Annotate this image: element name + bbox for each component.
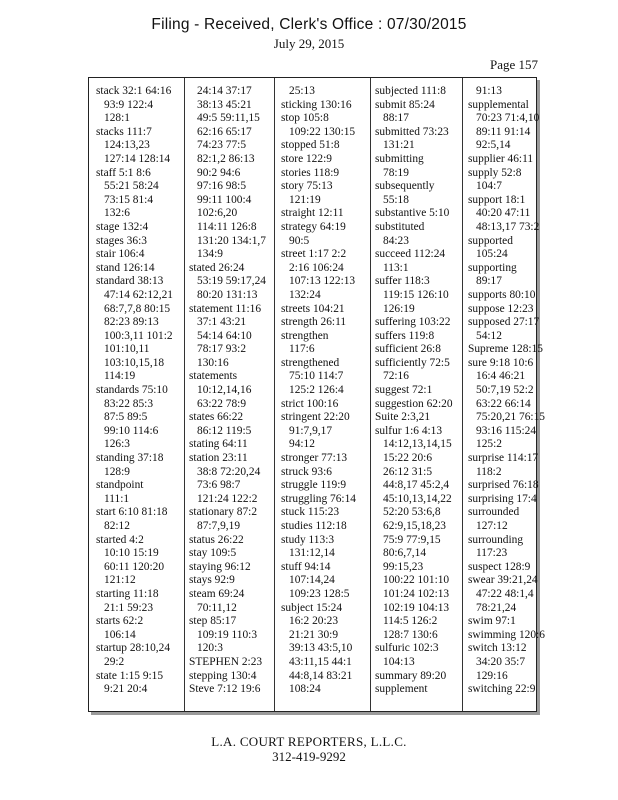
index-entry: swear 39:21,24 xyxy=(468,574,538,587)
index-entry-continuation: 104:7 xyxy=(476,180,502,193)
index-entry: stronger 77:13 xyxy=(281,452,348,465)
index-entry: suffers 119:8 xyxy=(375,329,435,342)
index-entry-continuation: 55:18 xyxy=(383,193,409,206)
index-entry: stories 118:9 xyxy=(281,166,340,179)
index-entry: stepping 130:4 xyxy=(189,669,257,682)
index-entry-continuation: 126:3 xyxy=(104,438,130,451)
index-entry: submitting xyxy=(375,152,424,165)
index-entry: subject 15:24 xyxy=(281,601,343,614)
index-entry-continuation: 75:20,21 76:15 xyxy=(476,411,545,424)
index-entry: sure 9:18 10:6 xyxy=(468,356,534,369)
index-entry-continuation: 100:22 101:10 xyxy=(383,574,450,587)
index-entry-continuation: 10:12,14,16 xyxy=(197,384,252,397)
index-entry: stacks 111:7 xyxy=(96,125,152,138)
index-entry-continuation: 90:2 94:6 xyxy=(197,166,241,179)
index-entry-continuation: 2:16 106:24 xyxy=(289,261,344,274)
index-entry-continuation: 93:16 115:24 xyxy=(476,424,537,437)
index-entry: stationary 87:2 xyxy=(189,506,258,519)
index-entry: stopped 51:8 xyxy=(281,139,340,152)
index-entry: struggle 119:9 xyxy=(281,479,347,492)
index-entry-continuation: 99:15,23 xyxy=(383,560,424,573)
index-entry-continuation: 78:17 93:2 xyxy=(197,343,247,356)
index-entry-continuation: 102:6,20 xyxy=(197,207,238,220)
index-entry-continuation: 70:11,12 xyxy=(197,601,237,614)
index-entry-continuation: 88:17 xyxy=(383,112,409,125)
index-entry: supplement xyxy=(375,683,428,696)
index-entry: submitted 73:23 xyxy=(375,125,449,138)
index-column-4 xyxy=(375,85,459,697)
index-entry: switch 13:12 xyxy=(468,642,527,655)
index-entry: switching 22:9 xyxy=(468,683,536,696)
column-divider xyxy=(370,78,371,711)
index-entry: stringent 22:20 xyxy=(281,411,350,424)
index-entry-continuation: 44:8,17 45:2,4 xyxy=(383,479,450,492)
index-entry: strengthened xyxy=(281,356,340,369)
index-entry: state 1:15 9:15 xyxy=(96,669,164,682)
index-entry-continuation: 101:10,11 xyxy=(104,343,150,356)
index-entry-continuation: 83:22 85:3 xyxy=(104,397,154,410)
index-entry-continuation: 120:3 xyxy=(197,642,223,655)
column-divider xyxy=(184,78,185,711)
index-entry-continuation: 89:17 xyxy=(476,275,502,288)
index-entry-continuation: 47:22 48:1,4 xyxy=(476,587,534,600)
index-entry: step 85:17 xyxy=(189,615,237,628)
index-entry: staff 5:1 8:6 xyxy=(96,166,151,179)
index-entry: surprised 76:18 xyxy=(468,479,539,492)
index-entry-continuation: 80:20 131:13 xyxy=(197,288,258,301)
index-entry: suspect 128:9 xyxy=(468,560,531,573)
index-entry: swim 97:1 xyxy=(468,615,516,628)
index-entry: strengthen xyxy=(281,329,329,342)
index-entry: struck 93:6 xyxy=(281,465,332,478)
index-entry-continuation: 34:20 35:7 xyxy=(476,655,526,668)
index-entry-continuation: 107:14,24 xyxy=(289,574,335,587)
index-entry: suggestion 62:20 xyxy=(375,397,453,410)
index-entry-continuation: 126:19 xyxy=(383,302,415,315)
index-entry: submit 85:24 xyxy=(375,98,435,111)
index-entry: suffering 103:22 xyxy=(375,316,451,329)
index-entry-continuation: 87:5 89:5 xyxy=(104,411,148,424)
index-entry-continuation: 87:7,9,19 xyxy=(197,520,241,532)
index-entry-continuation: 109:22 130:15 xyxy=(289,125,356,138)
index-entry: suffer 118:3 xyxy=(375,275,430,288)
index-entry-continuation: 117:23 xyxy=(476,547,508,560)
index-entry-continuation: 105:24 xyxy=(476,248,508,261)
index-entry: subsequently xyxy=(375,180,435,193)
index-entry: standpoint xyxy=(96,479,144,492)
index-entry-continuation: 121:19 xyxy=(289,193,321,206)
index-entry: straight 12:11 xyxy=(281,207,344,220)
index-entry-continuation: 117:6 xyxy=(289,343,315,356)
index-entry-continuation: 111:1 xyxy=(104,492,130,505)
index-entry: stack 32:1 64:16 xyxy=(96,85,172,97)
index-entry: starts 62:2 xyxy=(96,615,144,628)
index-entry-continuation: 54:14 64:10 xyxy=(197,329,252,342)
index-entry-continuation: 82:12 xyxy=(104,520,130,532)
index-entry-continuation: 104:13 xyxy=(383,655,415,668)
index-entry: surprising 17:4 xyxy=(468,492,537,505)
index-entry: story 75:13 xyxy=(281,180,333,193)
index-entry-continuation: 68:7,7,8 80:15 xyxy=(104,302,171,315)
index-entry-continuation: 127:14 128:14 xyxy=(104,152,171,165)
index-entry-continuation: 50:7,19 52:2 xyxy=(476,384,534,397)
index-entry-continuation: 107:13 122:13 xyxy=(289,275,356,288)
index-entry: Supreme 128:15 xyxy=(468,343,543,356)
index-entry-continuation: 82:23 89:13 xyxy=(104,316,159,329)
index-entry-continuation: 129:16 xyxy=(476,669,508,682)
index-entry-continuation: 47:14 62:12,21 xyxy=(104,288,173,301)
index-entry: sufficient 26:8 xyxy=(375,343,441,356)
index-entry-continuation: 124:13,23 xyxy=(104,139,150,152)
index-entry-continuation: 48:13,17 73:2 xyxy=(476,220,540,233)
index-entry-continuation: 78:19 xyxy=(383,166,409,179)
index-entry-continuation: 21:1 59:23 xyxy=(104,601,154,614)
index-entry-continuation: 121:12 xyxy=(104,574,136,587)
index-entry: sufficiently 72:5 xyxy=(375,356,450,369)
index-entry-continuation: 114:5 126:2 xyxy=(383,615,438,628)
index-entry-continuation: 91:7,9,17 xyxy=(289,424,333,437)
index-entry: stuff 94:14 xyxy=(281,560,331,573)
index-entry: station 23:11 xyxy=(189,452,248,465)
index-entry-continuation: 109:23 128:5 xyxy=(289,587,350,600)
index-entry: STEPHEN 2:23 xyxy=(189,655,263,668)
index-entry: succeed 112:24 xyxy=(375,248,446,261)
index-entry-continuation: 49:5 59:11,15 xyxy=(197,112,260,125)
index-entry-continuation: 121:24 122:2 xyxy=(197,492,258,505)
index-entry-continuation: 26:12 31:5 xyxy=(383,465,433,478)
index-entry: stating 64:11 xyxy=(189,438,248,451)
index-entry: stand 126:14 xyxy=(96,261,155,274)
index-entry-continuation: 73:15 81:4 xyxy=(104,193,154,206)
transcript-date: July 29, 2015 xyxy=(273,36,345,51)
index-entry-continuation: 44:8,14 83:21 xyxy=(289,669,353,682)
index-entry-continuation: 102:19 104:13 xyxy=(383,601,450,614)
index-entry: studies 112:18 xyxy=(281,520,347,532)
index-entry-continuation: 113:1 xyxy=(383,261,409,274)
index-entry: supplemental xyxy=(468,98,529,111)
index-entry-continuation: 89:11 91:14 xyxy=(476,125,531,138)
index-entry-continuation: 55:21 58:24 xyxy=(104,180,159,193)
index-entry-continuation: 114:11 126:8 xyxy=(197,220,257,233)
index-entry-continuation: 43:11,15 44:1 xyxy=(289,655,352,668)
index-entry: statement 11:16 xyxy=(189,302,262,315)
index-entry-continuation: 134:9 xyxy=(197,248,223,261)
index-entry: startup 28:10,24 xyxy=(96,642,171,655)
index-entry-continuation: 131:12,14 xyxy=(289,547,335,560)
index-entry: suppose 12:23 xyxy=(468,302,534,315)
index-entry-continuation: 14:12,13,14,15 xyxy=(383,438,452,451)
index-entry: steam 69:24 xyxy=(189,587,245,600)
index-entry: study 113:3 xyxy=(281,533,335,546)
index-entry-continuation: 24:14 37:17 xyxy=(197,85,252,97)
index-entry-continuation: 91:13 xyxy=(476,85,502,97)
index-entry: supplier 46:11 xyxy=(468,152,534,165)
index-entry: standard 38:13 xyxy=(96,275,164,288)
index-entry-continuation: 16:4 46:21 xyxy=(476,370,526,383)
index-entry-continuation: 60:11 120:20 xyxy=(104,560,165,573)
index-entry-continuation: 130:16 xyxy=(197,356,229,369)
index-entry-continuation: 21:21 30:9 xyxy=(289,628,339,641)
index-entry: standing 37:18 xyxy=(96,452,164,465)
index-entry-continuation: 103:10,15,18 xyxy=(104,356,165,369)
index-entry: substantive 5:10 xyxy=(375,207,450,220)
page-number: Page 157 xyxy=(489,57,538,72)
index-entry-continuation: 25:13 xyxy=(289,85,315,97)
court-reporter-name: L.A. COURT REPORTERS, L.L.C. xyxy=(211,734,407,749)
index-entry: sulfur 1:6 4:13 xyxy=(375,424,443,437)
index-entry-continuation: 108:24 xyxy=(289,683,321,696)
index-entry-continuation: 72:16 xyxy=(383,370,409,383)
index-entry: swimming 120:6 xyxy=(468,628,545,641)
index-entry-continuation: 132:6 xyxy=(104,207,130,220)
index-entry-continuation: 101:24 102:13 xyxy=(383,587,450,600)
index-entry-continuation: 127:12 xyxy=(476,520,508,532)
index-entry-continuation: 93:9 122:4 xyxy=(104,98,154,111)
index-entry-continuation: 39:13 43:5,10 xyxy=(289,642,353,655)
index-entry-continuation: 37:1 43:21 xyxy=(197,316,247,329)
index-entry-continuation: 114:19 xyxy=(104,370,136,383)
index-entry: street 1:17 2:2 xyxy=(281,248,347,261)
column-divider xyxy=(462,78,463,711)
index-entry: standards 75:10 xyxy=(96,384,168,397)
index-entry-continuation: 29:2 xyxy=(104,655,125,668)
index-entry-continuation: 125:2 126:4 xyxy=(289,384,344,397)
index-entry-continuation: 118:2 xyxy=(476,465,502,478)
index-entry-continuation: 73:6 98:7 xyxy=(197,479,241,492)
index-entry: states 66:22 xyxy=(189,411,244,424)
index-entry-continuation: 38:13 45:21 xyxy=(197,98,252,111)
index-entry: supports 80:10 xyxy=(468,288,536,301)
index-entry-continuation: 54:12 xyxy=(476,329,502,342)
index-entry: supply 52:8 xyxy=(468,166,522,179)
index-entry: Steve 7:12 19:6 xyxy=(189,683,261,696)
index-entry: stage 132:4 xyxy=(96,220,149,233)
index-entry-continuation: 40:20 47:11 xyxy=(476,207,531,220)
index-entry-continuation: 38:8 72:20,24 xyxy=(197,465,261,478)
index-entry: staying 96:12 xyxy=(189,560,251,573)
index-entry-continuation: 74:23 77:5 xyxy=(197,139,247,152)
index-entry-continuation: 16:2 20:23 xyxy=(289,615,339,628)
index-entry: subjected 111:8 xyxy=(375,85,446,97)
index-entry: stay 109:5 xyxy=(189,547,237,560)
index-entry: substituted xyxy=(375,220,425,233)
index-entry-continuation: 62:16 65:17 xyxy=(197,125,252,138)
index-entry: strength 26:11 xyxy=(281,316,347,329)
index-entry-continuation: 75:9 77:9,15 xyxy=(383,533,441,546)
index-entry-continuation: 90:5 xyxy=(289,234,310,247)
index-entry: streets 104:21 xyxy=(281,302,345,315)
index-entry: support 18:1 xyxy=(468,193,526,206)
index-entry: struggling 76:14 xyxy=(281,492,356,505)
index-entry-continuation: 82:1,2 86:13 xyxy=(197,152,255,165)
index-entry: starting 11:18 xyxy=(96,587,159,600)
index-column-1 xyxy=(96,85,180,697)
index-entry-continuation: 9:21 20:4 xyxy=(104,683,148,696)
index-entry-continuation: 10:10 15:19 xyxy=(104,547,159,560)
column-divider xyxy=(274,78,275,711)
index-entry: surprise 114:17 xyxy=(468,452,539,465)
index-entry: stays 92:9 xyxy=(189,574,235,587)
index-entry: store 122:9 xyxy=(281,152,332,165)
index-entry-continuation: 106:14 xyxy=(104,628,136,641)
index-entry: strict 100:16 xyxy=(281,397,339,410)
index-entry-continuation: 70:23 71:4,10 xyxy=(476,112,540,125)
index-entry-continuation: 119:15 126:10 xyxy=(383,288,449,301)
index-entry-continuation: 45:10,13,14,22 xyxy=(383,492,452,505)
index-entry: stages 36:3 xyxy=(96,234,147,247)
index-entry: stuck 115:23 xyxy=(281,506,340,519)
index-entry-continuation: 75:10 114:7 xyxy=(289,370,344,383)
index-entry-continuation: 92:5,14 xyxy=(476,139,511,152)
index-entry: summary 89:20 xyxy=(375,669,447,682)
index-entry: start 6:10 81:18 xyxy=(96,506,168,519)
index-entry: started 4:2 xyxy=(96,533,144,546)
index-entry-continuation: 84:23 xyxy=(383,234,409,247)
index-entry-continuation: 128:1 xyxy=(104,112,130,125)
index-entry: statements xyxy=(189,370,238,383)
index-entry-continuation: 63:22 66:14 xyxy=(476,397,531,410)
word-index-box xyxy=(88,77,545,712)
index-entry-continuation: 86:12 119:5 xyxy=(197,424,252,437)
index-entry: surrounding xyxy=(468,533,524,546)
index-entry-continuation: 125:2 xyxy=(476,438,502,451)
index-entry-continuation: 63:22 78:9 xyxy=(197,397,247,410)
index-entry-continuation: 78:21,24 xyxy=(476,601,517,614)
index-entry: supposed 27:17 xyxy=(468,316,540,329)
index-entry: sticking 130:16 xyxy=(281,98,352,111)
filing-stamp: Filing - Received, Clerk's Office : 07/30/2015 xyxy=(151,16,467,33)
index-entry: stated 26:24 xyxy=(189,261,245,274)
index-entry-continuation: 100:3,11 101:2 xyxy=(104,329,173,342)
index-entry-continuation: 99:10 114:6 xyxy=(104,424,159,437)
index-entry: stair 106:4 xyxy=(96,248,145,261)
index-entry-continuation: 62:9,15,18,23 xyxy=(383,520,446,532)
court-reporter-phone: 312-419-9292 xyxy=(272,749,346,764)
index-entry-continuation: 109:19 110:3 xyxy=(197,628,258,641)
index-entry-continuation: 131:21 xyxy=(383,139,415,152)
index-entry-continuation: 52:20 53:6,8 xyxy=(383,506,441,519)
index-entry: suggest 72:1 xyxy=(375,384,433,397)
index-entry-continuation: 132:24 xyxy=(289,288,321,301)
index-entry-continuation: 128:9 xyxy=(104,465,130,478)
index-entry-continuation: 128:7 130:6 xyxy=(383,628,438,641)
index-entry-continuation: 15:22 20:6 xyxy=(383,452,433,465)
index-column-2 xyxy=(189,85,273,697)
index-entry: Suite 2:3,21 xyxy=(375,411,431,424)
index-entry-continuation: 53:19 59:17,24 xyxy=(197,275,266,288)
index-entry: stop 105:8 xyxy=(281,112,329,125)
index-entry: supported xyxy=(468,234,513,247)
index-entry: supporting xyxy=(468,261,517,274)
index-column-5 xyxy=(468,85,552,697)
index-column-3 xyxy=(281,85,365,697)
index-entry: status 26:22 xyxy=(189,533,244,546)
index-entry: strategy 64:19 xyxy=(281,220,346,233)
index-entry-continuation: 131:20 134:1,7 xyxy=(197,234,266,247)
index-entry-continuation: 94:12 xyxy=(289,438,315,451)
index-entry: surrounded xyxy=(468,506,520,519)
index-entry-continuation: 80:6,7,14 xyxy=(383,547,427,560)
index-entry: sulfuric 102:3 xyxy=(375,642,439,655)
index-entry-continuation: 99:11 100:4 xyxy=(197,193,252,206)
index-entry-continuation: 97:16 98:5 xyxy=(197,180,247,193)
